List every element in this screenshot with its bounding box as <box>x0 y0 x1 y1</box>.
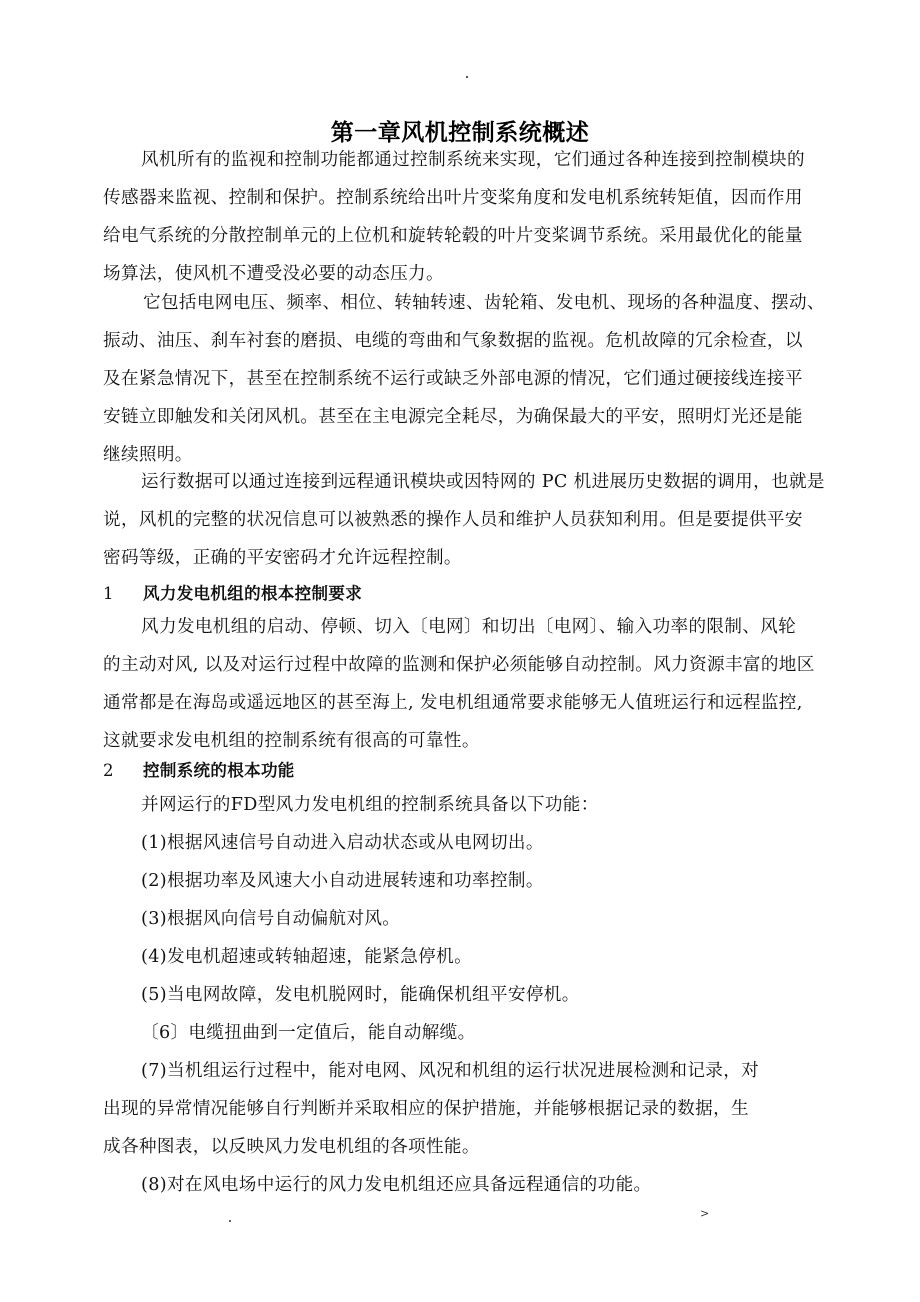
function-item: (7)当机组运行过程中，能对电网、风况和机组的运行状况进展检测和记录，对 <box>141 1061 760 1081</box>
text-line: 继续照明。 <box>103 445 193 465</box>
text-line: 振动、油压、刹车衬套的磨损、电缆的弯曲和气象数据的监视。危机故障的冗余检查，以 <box>103 331 803 351</box>
footer-left-mark <box>229 1220 231 1222</box>
section-title: 风力发电机组的根本控制要求 <box>143 584 363 603</box>
text-line: 运行数据可以通过连接到远程通讯模块或因特网的 PC 机进展历史数据的调用，也就是 <box>141 472 825 492</box>
section-number: 1 <box>103 584 114 603</box>
paragraph-monitoring <box>103 284 838 474</box>
text-line: 出现的异常情况能够自行判断并采取相应的保护措施，并能够根据记录的数据，生 <box>103 1099 749 1119</box>
paragraph-remote-data <box>103 463 838 577</box>
header-mark <box>466 76 468 78</box>
text-line: 场算法，使风机不遭受没必要的动态压力。 <box>103 264 444 284</box>
text-line: 安链立即触发和关闭风机。甚至在主电源完全耗尽，为确保最大的平安，照明灯光还是能 <box>103 407 803 427</box>
paragraph-intro <box>103 141 838 293</box>
text-line: 密码等级，正确的平安密码才允许远程控制。 <box>103 548 462 568</box>
function-item: (1)根据风速信号自动进入启动状态或从电网切出。 <box>141 833 544 853</box>
section-title: 控制系统的根本功能 <box>143 761 295 780</box>
text-line: 的主动对风, 以及对运行过程中故障的监测和保护必须能够自动控制。风力资源丰富的地区 <box>103 655 815 675</box>
function-item: 〔6〕电缆扭曲到一定值后，能自动解缆。 <box>141 1023 476 1043</box>
text-line: 传感器来监视、控制和保护。控制系统给出叶片变桨角度和发电机系统转矩值，因而作用 <box>103 188 803 208</box>
section-2-heading <box>103 752 838 790</box>
chapter-title: 第一章风机控制系统概述 <box>330 120 590 146</box>
text-line: 风力发电机组的启动、停顿、切入〔电网〕和切出〔电网〕、输入功率的限制、风轮 <box>141 617 797 637</box>
intro-line: 并网运行的FD型风力发电机组的控制系统具备以下功能： <box>141 795 599 815</box>
function-item: (5)当电网故障，发电机脱网时，能确保机组平安停机。 <box>141 985 580 1005</box>
function-item: (4)发电机超速或转轴超速，能紧急停机。 <box>141 947 473 967</box>
function-item: (8)对在风电场中运行的风力发电机组还应具备远程通信的功能。 <box>141 1175 652 1195</box>
section-2-body <box>103 786 838 1204</box>
section-1-body <box>103 608 838 760</box>
text-line: 成各种图表，以反映风力发电机组的各项性能。 <box>103 1137 480 1157</box>
footer-right-mark: > <box>700 1207 710 1220</box>
text-line: 说，风机的完整的状况信息可以被熟悉的操作人员和维护人员获知利用。但是要提供平安 <box>103 510 803 530</box>
text-line: 风机所有的监视和控制功能都通过控制系统来实现，它们通过各种连接到控制模块的 <box>141 150 805 170</box>
text-line: 这就要求发电机组的控制系统有很高的可靠性。 <box>103 731 480 751</box>
text-line: 给电气系统的分散控制单元的上位机和旋转轮毂的叶片变桨调节系统。采用最优化的能量 <box>103 226 803 246</box>
section-number: 2 <box>103 761 114 780</box>
function-item: (2)根据功率及风速大小自动进展转速和功率控制。 <box>141 871 544 891</box>
function-item: (3)根据风向信号自动偏航对风。 <box>141 909 401 929</box>
text-line: 及在紧急情况下，甚至在控制系统不运行或缺乏外部电源的情况，它们通过硬接线连接平 <box>103 369 803 389</box>
text-line: 它包括电网电压、频率、相位、转轴转速、齿轮箱、发电机、现场的各种温度、摆动、 <box>143 293 825 313</box>
text-line: 通常都是在海岛或遥远地区的甚至海上, 发电机组通常要求能够无人值班运行和远程监控, <box>103 693 803 713</box>
